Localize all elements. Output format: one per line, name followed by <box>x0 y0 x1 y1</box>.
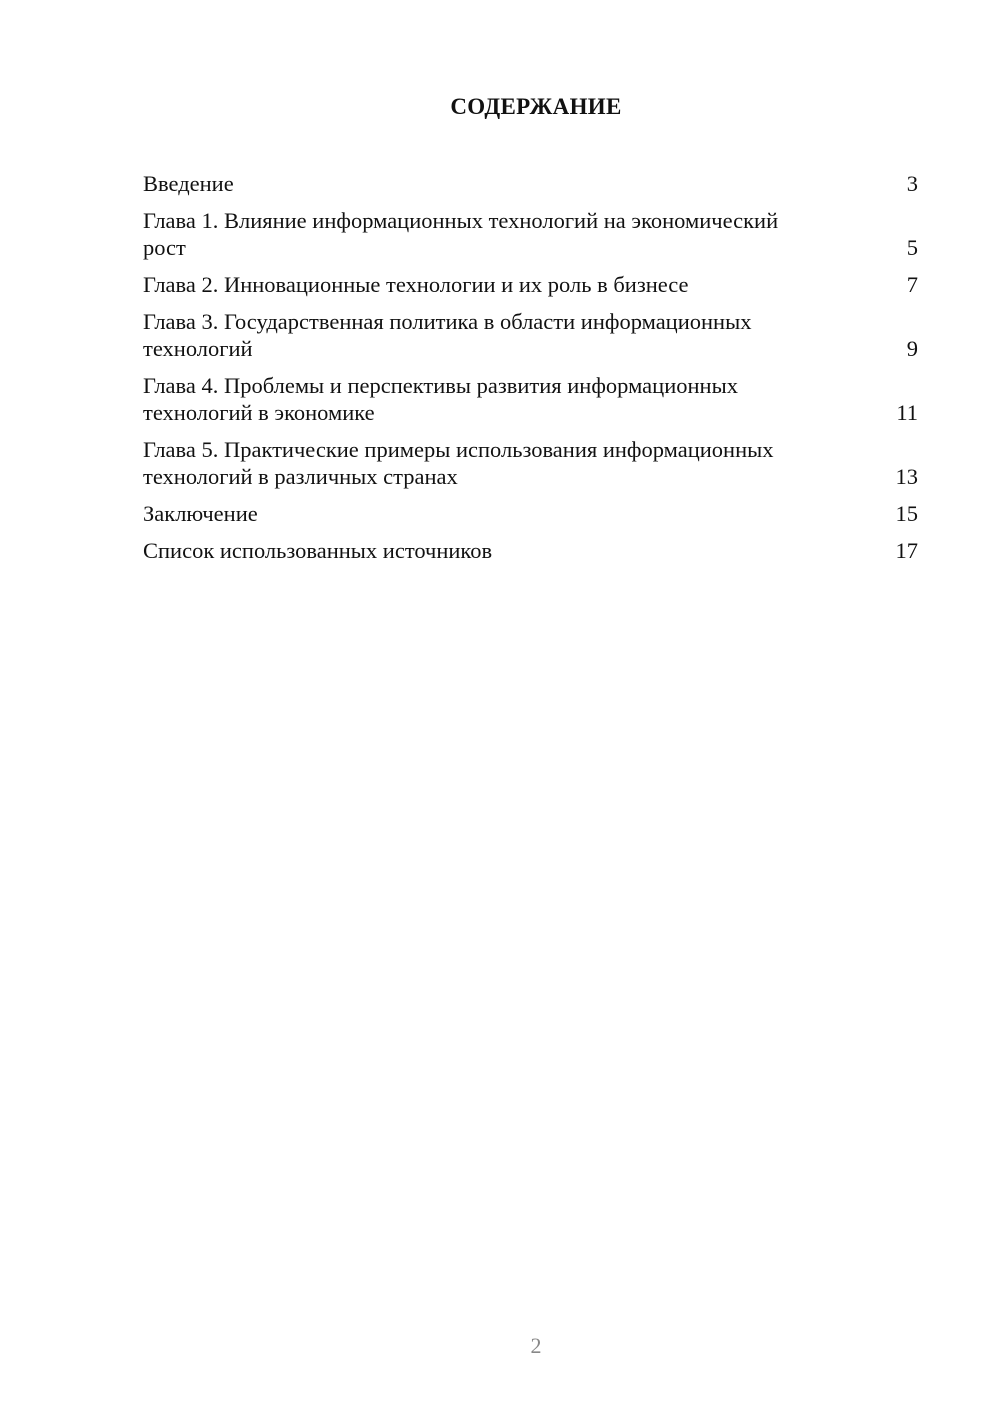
toc-item-introduction <box>143 170 918 197</box>
toc-item-page: 17 <box>895 538 918 563</box>
toc-item-text: Глава 3. Государственная политика в области информационных технологий <box>143 309 752 361</box>
toc-item-text: Глава 1. Влияние информационных технологий на экономический рост <box>143 208 779 260</box>
toc-item-text: Глава 5. Практические примеры использования информационных технологий в различных странах <box>143 437 774 489</box>
page-number: 2 <box>530 1333 542 1358</box>
toc-item-page: 13 <box>895 464 918 489</box>
toc-item-references <box>143 537 918 564</box>
toc-item-text: Заключение <box>143 501 258 526</box>
toc-item-text: Список использованных источников <box>143 538 493 563</box>
toc-item-chapter-4 <box>143 372 918 426</box>
toc-item-chapter-1 <box>143 207 918 261</box>
toc-item-page: 11 <box>896 400 918 425</box>
toc-item-text: Глава 2. Инновационные технологии и их роль в бизнесе <box>143 272 689 297</box>
toc-item-page: 15 <box>895 501 918 526</box>
toc-item-conclusion <box>143 500 918 527</box>
toc-item-chapter-3 <box>143 308 918 362</box>
toc-item-page: 9 <box>906 336 918 361</box>
page-title: СОДЕРЖАНИЕ <box>450 94 622 119</box>
toc-item-chapter-2 <box>143 271 918 298</box>
toc-item-text: Глава 4. Проблемы и перспективы развития информационных технологий в экономике <box>143 373 738 425</box>
toc-item-chapter-5 <box>143 436 918 490</box>
toc-item-text: Введение <box>143 171 234 196</box>
toc-item-page: 5 <box>906 235 918 260</box>
toc-item-page: 7 <box>906 272 918 297</box>
toc-item-page: 3 <box>906 171 918 196</box>
table-of-contents <box>143 170 918 574</box>
